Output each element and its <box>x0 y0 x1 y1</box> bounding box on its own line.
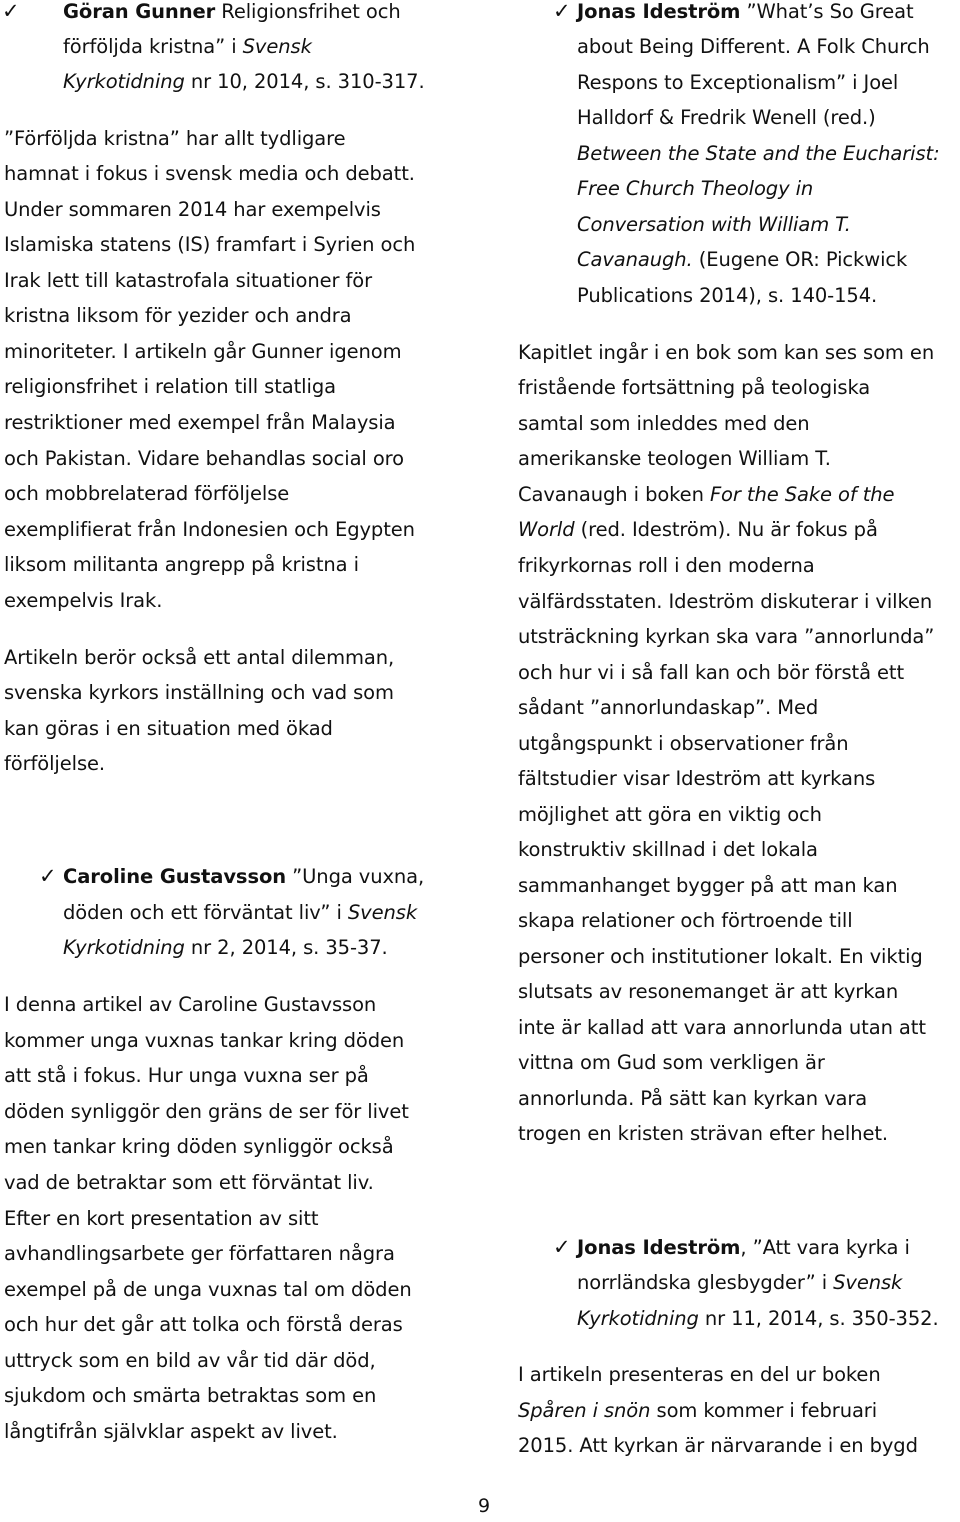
page-number: 9 <box>477 1495 491 1517</box>
check-mark-icon: ✓ <box>553 0 571 23</box>
entry-line <box>63 930 388 966</box>
text-line: kommer unga vuxnas tankar kring döden <box>4 1029 405 1052</box>
entry-line <box>63 29 312 65</box>
check-mark-icon: ✓ <box>553 1235 571 1259</box>
entry-line <box>63 64 425 100</box>
text-line: avhandlingsarbete ger författaren några <box>4 1242 395 1265</box>
text-line: I denna artikel av Caroline Gustavsson <box>4 993 377 1016</box>
text-line: annorlunda. På sätt kan kyrkan vara <box>518 1087 868 1110</box>
entry-title: ”What’s So Great <box>740 0 914 23</box>
text-line: att stå i fokus. Hur unga vuxna ser på <box>4 1064 369 1087</box>
text-line: Efter en kort presentation av sitt <box>4 1207 319 1230</box>
text-line: men tankar kring döden synliggör också <box>4 1135 394 1158</box>
entry-journal: Svensk <box>833 1271 903 1294</box>
entry-journal: Svensk <box>242 35 312 58</box>
text-fragment: som kommer i februari <box>650 1399 878 1422</box>
text-line: sammanhanget bygger på att man kan <box>518 874 898 897</box>
book-title: For the Sake of the <box>709 483 895 506</box>
text-line: skapa relationer och förtroende till <box>518 909 853 932</box>
text-line: utgångspunkt i observationer från <box>518 732 849 755</box>
entry-line <box>577 0 914 30</box>
entry-reference: nr 2, 2014, s. 35-37. <box>184 936 388 959</box>
entry-line <box>63 0 401 30</box>
entry-author: Caroline Gustavsson <box>63 865 287 888</box>
text-line: svenska kyrkors inställning och vad som <box>4 681 394 704</box>
text-line: slutsats av resonemanget är att kyrkan <box>518 980 899 1003</box>
text-line: uttryck som en bild av vår tid där död, <box>4 1349 376 1372</box>
entry-title: döden och ett förväntat liv” i <box>63 901 348 924</box>
text-line: Artikeln berör också ett antal dilemman, <box>4 646 395 669</box>
text-line: döden synliggör den gräns de ser för livet <box>4 1100 409 1123</box>
entry-line: Respons to Exceptionalism” i Joel <box>577 71 899 94</box>
text-line: ”Förföljda kristna” har allt tydligare <box>4 127 346 150</box>
entry-line <box>577 1230 910 1266</box>
entry-book-title: Cavanaugh. <box>577 248 693 271</box>
text-line: sjukdom och smärta betraktas som en <box>4 1384 377 1407</box>
entry-title: ”Unga vuxna, <box>286 865 425 888</box>
book-title: Spåren i snön <box>518 1399 651 1422</box>
text-line: långtifrån självklar aspekt av livet. <box>4 1420 338 1443</box>
text-fragment: Cavanaugh i boken <box>518 483 710 506</box>
text-line <box>518 477 894 513</box>
text-line: förföljelse. <box>4 752 106 775</box>
text-line: I artikeln presenteras en del ur boken <box>518 1363 881 1386</box>
text-line: Kapitlet ingår i en bok som kan ses som en <box>518 341 935 364</box>
entry-book-title: Conversation with William T. <box>577 213 851 236</box>
entry-reference: nr 10, 2014, s. 310-317. <box>184 70 425 93</box>
entry-line: about Being Different. A Folk Church <box>577 35 930 58</box>
text-line: utsträckning kyrkan ska vara ”annorlunda” <box>518 625 935 648</box>
entry-title: Religionsfrihet och <box>215 0 401 23</box>
text-line: trogen en kristen strävan efter helhet. <box>518 1122 889 1145</box>
entry-journal: Kyrkotidning <box>63 70 185 93</box>
entry-line <box>63 859 424 895</box>
entry-line <box>577 242 907 278</box>
text-line: liksom militanta angrepp på kristna i <box>4 553 359 576</box>
text-line: och mobbrelaterad förföljelse <box>4 482 290 505</box>
text-fragment: (red. Ideström). Nu är fokus på <box>574 518 878 541</box>
entry-author: Jonas Ideström <box>577 0 741 23</box>
entry-journal: Kyrkotidning <box>577 1307 699 1330</box>
text-line: 2015. Att kyrkan är närvarande i en bygd <box>518 1434 918 1457</box>
entry-title: norrländska glesbygder” i <box>577 1271 834 1294</box>
entry-journal: Svensk <box>347 901 418 924</box>
entry-journal: Kyrkotidning <box>63 936 185 959</box>
text-line: personer och institutioner lokalt. En viktig <box>518 945 923 968</box>
text-line: Islamiska statens (IS) framfart i Syrien och <box>4 233 416 256</box>
book-title: World <box>518 518 575 541</box>
text-line: fristående fortsättning på teologiska <box>518 376 871 399</box>
text-line: frikyrkornas roll i den moderna <box>518 554 815 577</box>
text-line: minoriteter. I artikeln går Gunner igenom <box>4 340 402 363</box>
text-line: sådant ”annorlundaskap”. Med <box>518 696 819 719</box>
text-line: exempel på de unga vuxnas tal om döden <box>4 1278 412 1301</box>
text-line: konstruktiv skillnad i det lokala <box>518 838 818 861</box>
text-line: kristna liksom för yezider och andra <box>4 304 352 327</box>
text-line: Under sommaren 2014 har exempelvis <box>4 198 381 221</box>
entry-line <box>63 895 417 931</box>
entry-reference: (Eugene OR: Pickwick <box>692 248 908 271</box>
entry-book-title: Between the State and the Eucharist: <box>577 142 940 165</box>
text-line: vad de betraktar som ett förväntat liv. <box>4 1171 374 1194</box>
text-line: exemplifierat från Indonesien och Egypten <box>4 518 415 541</box>
text-line <box>518 512 878 548</box>
entry-line <box>577 1301 939 1337</box>
entry-line: Publications 2014), s. 140-154. <box>577 284 878 307</box>
text-line: religionsfrihet i relation till statliga <box>4 375 336 398</box>
text-line: fältstudier visar Ideström att kyrkans <box>518 767 876 790</box>
entry-title: , ”Att vara kyrka i <box>740 1236 910 1259</box>
check-mark-icon: ✓ <box>2 0 20 23</box>
text-line: inte är kallad att vara annorlunda utan att <box>518 1016 926 1039</box>
text-line: möjlighet att göra en viktig och <box>518 803 822 826</box>
text-line: restriktioner med exempel från Malaysia <box>4 411 396 434</box>
entry-book-title: Free Church Theology in <box>577 177 814 200</box>
entry-line: Halldorf & Fredrik Wenell (red.) <box>577 106 876 129</box>
text-line: och hur det går att tolka och förstå deras <box>4 1313 403 1336</box>
check-mark-icon: ✓ <box>39 864 57 888</box>
text-line: Irak lett till katastrofala situationer för <box>4 269 373 292</box>
entry-line <box>577 1265 902 1301</box>
text-line: samtal som inleddes med den <box>518 412 810 435</box>
text-line: amerikanske teologen William T. <box>518 447 831 470</box>
text-line: välfärdsstaten. Ideström diskuterar i vilken <box>518 590 933 613</box>
text-line <box>518 1393 877 1429</box>
text-line: och hur vi i så fall kan och bör förstå ett <box>518 661 905 684</box>
entry-author: Jonas Ideström <box>577 1236 741 1259</box>
text-line: exempelvis Irak. <box>4 589 163 612</box>
text-line: hamnat i fokus i svensk media och debatt. <box>4 162 415 185</box>
text-line: och Pakistan. Vidare behandlas social oro <box>4 447 404 470</box>
entry-title: förföljda kristna” i <box>63 35 243 58</box>
text-line: vittna om Gud som verkligen är <box>518 1051 825 1074</box>
entry-author: Göran Gunner <box>63 0 216 23</box>
entry-reference: nr 11, 2014, s. 350-352. <box>698 1307 939 1330</box>
text-line: kan göras i en situation med ökad <box>4 717 333 740</box>
